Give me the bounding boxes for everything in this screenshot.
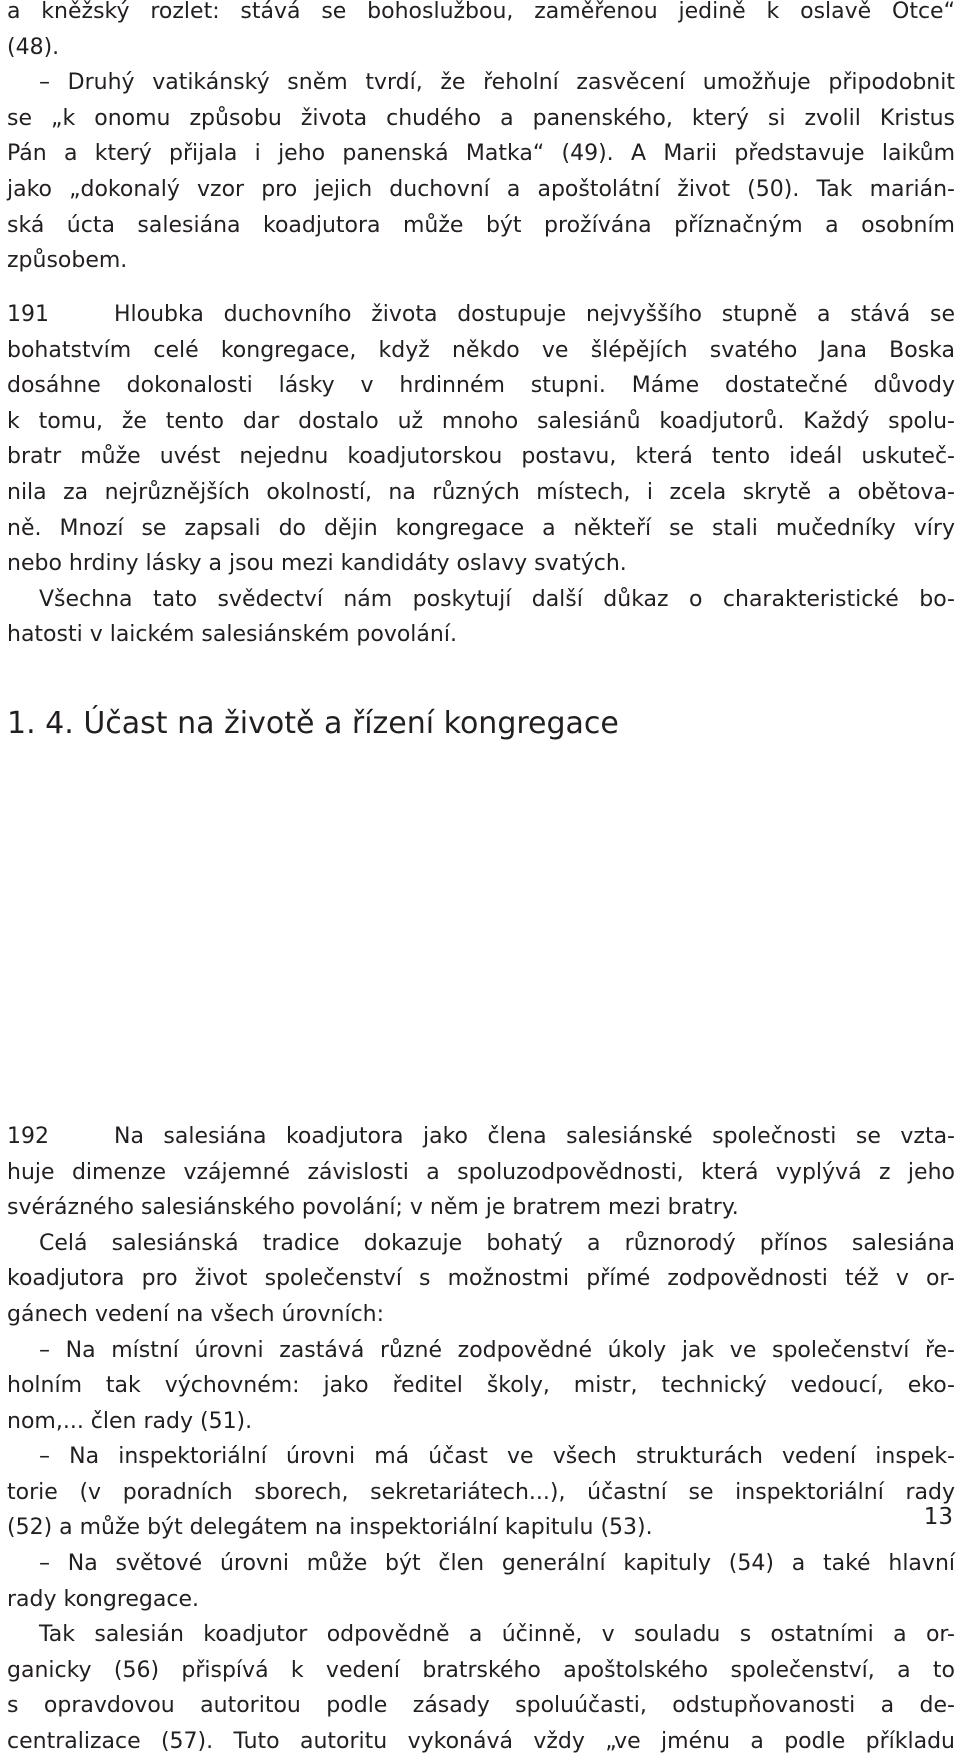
text-line: způsobem. — [7, 248, 128, 274]
text-line: k tomu, že tento dar dostalo už mnoho salesiánů koadjutorů. Každý spolu- — [7, 408, 955, 434]
text-line: – Druhý vatikánský sněm tvrdí, že řeholní zasvěcení umožňuje připodobnit — [39, 70, 955, 96]
text-line: – Na světové úrovni může být člen generální kapituly (54) a také hlavní — [39, 1551, 955, 1577]
text-line: (52) a může být delegátem na inspektoriální kapitulu (53). — [7, 1515, 653, 1541]
page-number: 13 — [923, 1504, 953, 1530]
text-line: svérázného salesiánského povolání; v něm je bratrem mezi bratry. — [7, 1195, 739, 1221]
text-line: Tak salesián koadjutor odpovědně a účinně, v souladu s ostatními a or- — [39, 1622, 955, 1648]
text-line: gánech vedení na všech úrovních: — [7, 1301, 385, 1327]
paragraph-number: 191 — [7, 302, 49, 327]
text-line: Všechna tato svědectví nám poskytují další důkaz o charakteristické bo- — [39, 586, 955, 612]
text-line: torie (v poradních sborech, sekretariátech...), účastní se inspektoriální rady — [7, 1479, 955, 1505]
text-block-continued — [7, 0, 955, 279]
text-line: s opravdovou autoritou podle zásady spoluúčasti, odstupňovanosti a de- — [7, 1693, 955, 1719]
text-line: (48). — [7, 34, 60, 60]
text-line: Celá salesiánská tradice dokazuje bohatý a různorodý přínos salesiána — [39, 1230, 955, 1256]
text-line: nebo hrdiny lásky a jsou mezi kandidáty oslavy svatých. — [7, 551, 627, 577]
text-line: Na salesiána koadjutora jako člena salesiánské společnosti se vzta- — [114, 1123, 955, 1149]
paragraph-number: 192 — [7, 1123, 49, 1149]
section-heading: 1. 4. Účast na životě a řízení kongregace — [7, 706, 619, 741]
text-line: bratr může uvést nejednu koadjutorskou postavu, která tento ideál uskuteč- — [7, 444, 955, 470]
text-line: hatosti v laickém salesiánském povolání. — [7, 622, 457, 648]
text-line: bohatstvím celé kongregace, když někdo ve šlépějích svatého Jana Boska — [7, 337, 955, 363]
text-line: a kněžský rozlet: stává se bohoslužbou, zaměřenou jedině k oslavě Otce“ — [7, 0, 955, 24]
text-line: holním tak výchovném: jako ředitel školy, mistr, technický vedoucí, eko- — [7, 1373, 955, 1399]
text-line: centralizace (57). Tuto autoritu vykonává vždy „ve jménu a podle příkladu — [7, 1729, 955, 1755]
text-line: ně. Mnozí se zapsali do dějin kongregace a někteří se stali mučedníky víry — [7, 515, 955, 541]
text-line: jako „dokonalý vzor pro jejich duchovní a apoštolátní život (50). Tak marián- — [7, 176, 955, 202]
text-line: koadjutora pro život společenství s možnostmi přímé zodpovědnosti též v or- — [7, 1266, 955, 1292]
text-line: ganicky (56) přispívá k vedení bratrského apoštolského společenství, a to — [7, 1657, 955, 1683]
paragraph-191 — [7, 297, 955, 653]
text-line: ská úcta salesiána koadjutora může být prožívána příznačným a osobním — [7, 212, 955, 238]
paragraph-192 — [7, 1119, 955, 1760]
text-line: dosáhne dokonalosti lásky v hrdinném stupni. Máme dostatečné důvody — [7, 373, 955, 399]
text-line: nom,... člen rady (51). — [7, 1408, 253, 1434]
text-line: se „k onomu způsobu života chudého a panenského, který si zvolil Kristus — [7, 105, 955, 131]
text-line: – Na inspektoriální úrovni má účast ve všech strukturách vedení inspek- — [39, 1444, 955, 1470]
text-line: Hloubka duchovního života dostupuje nejvyššího stupně a stává se — [114, 302, 955, 327]
text-line: huje dimenze vzájemné závislosti a spoluzodpovědnosti, která vyplývá z jeho — [7, 1159, 955, 1185]
text-line: rady kongregace. — [7, 1586, 199, 1612]
text-line: nila za nejrůznějších okolností, na různých místech, i zcela skrytě a obětova- — [7, 479, 955, 505]
text-line: – Na místní úrovni zastává různé zodpovědné úkoly jak ve společenství ře- — [39, 1337, 955, 1363]
text-line: Pán a který přijala i jeho panenská Matka“ (49). A Marii představuje laikům — [7, 141, 955, 167]
